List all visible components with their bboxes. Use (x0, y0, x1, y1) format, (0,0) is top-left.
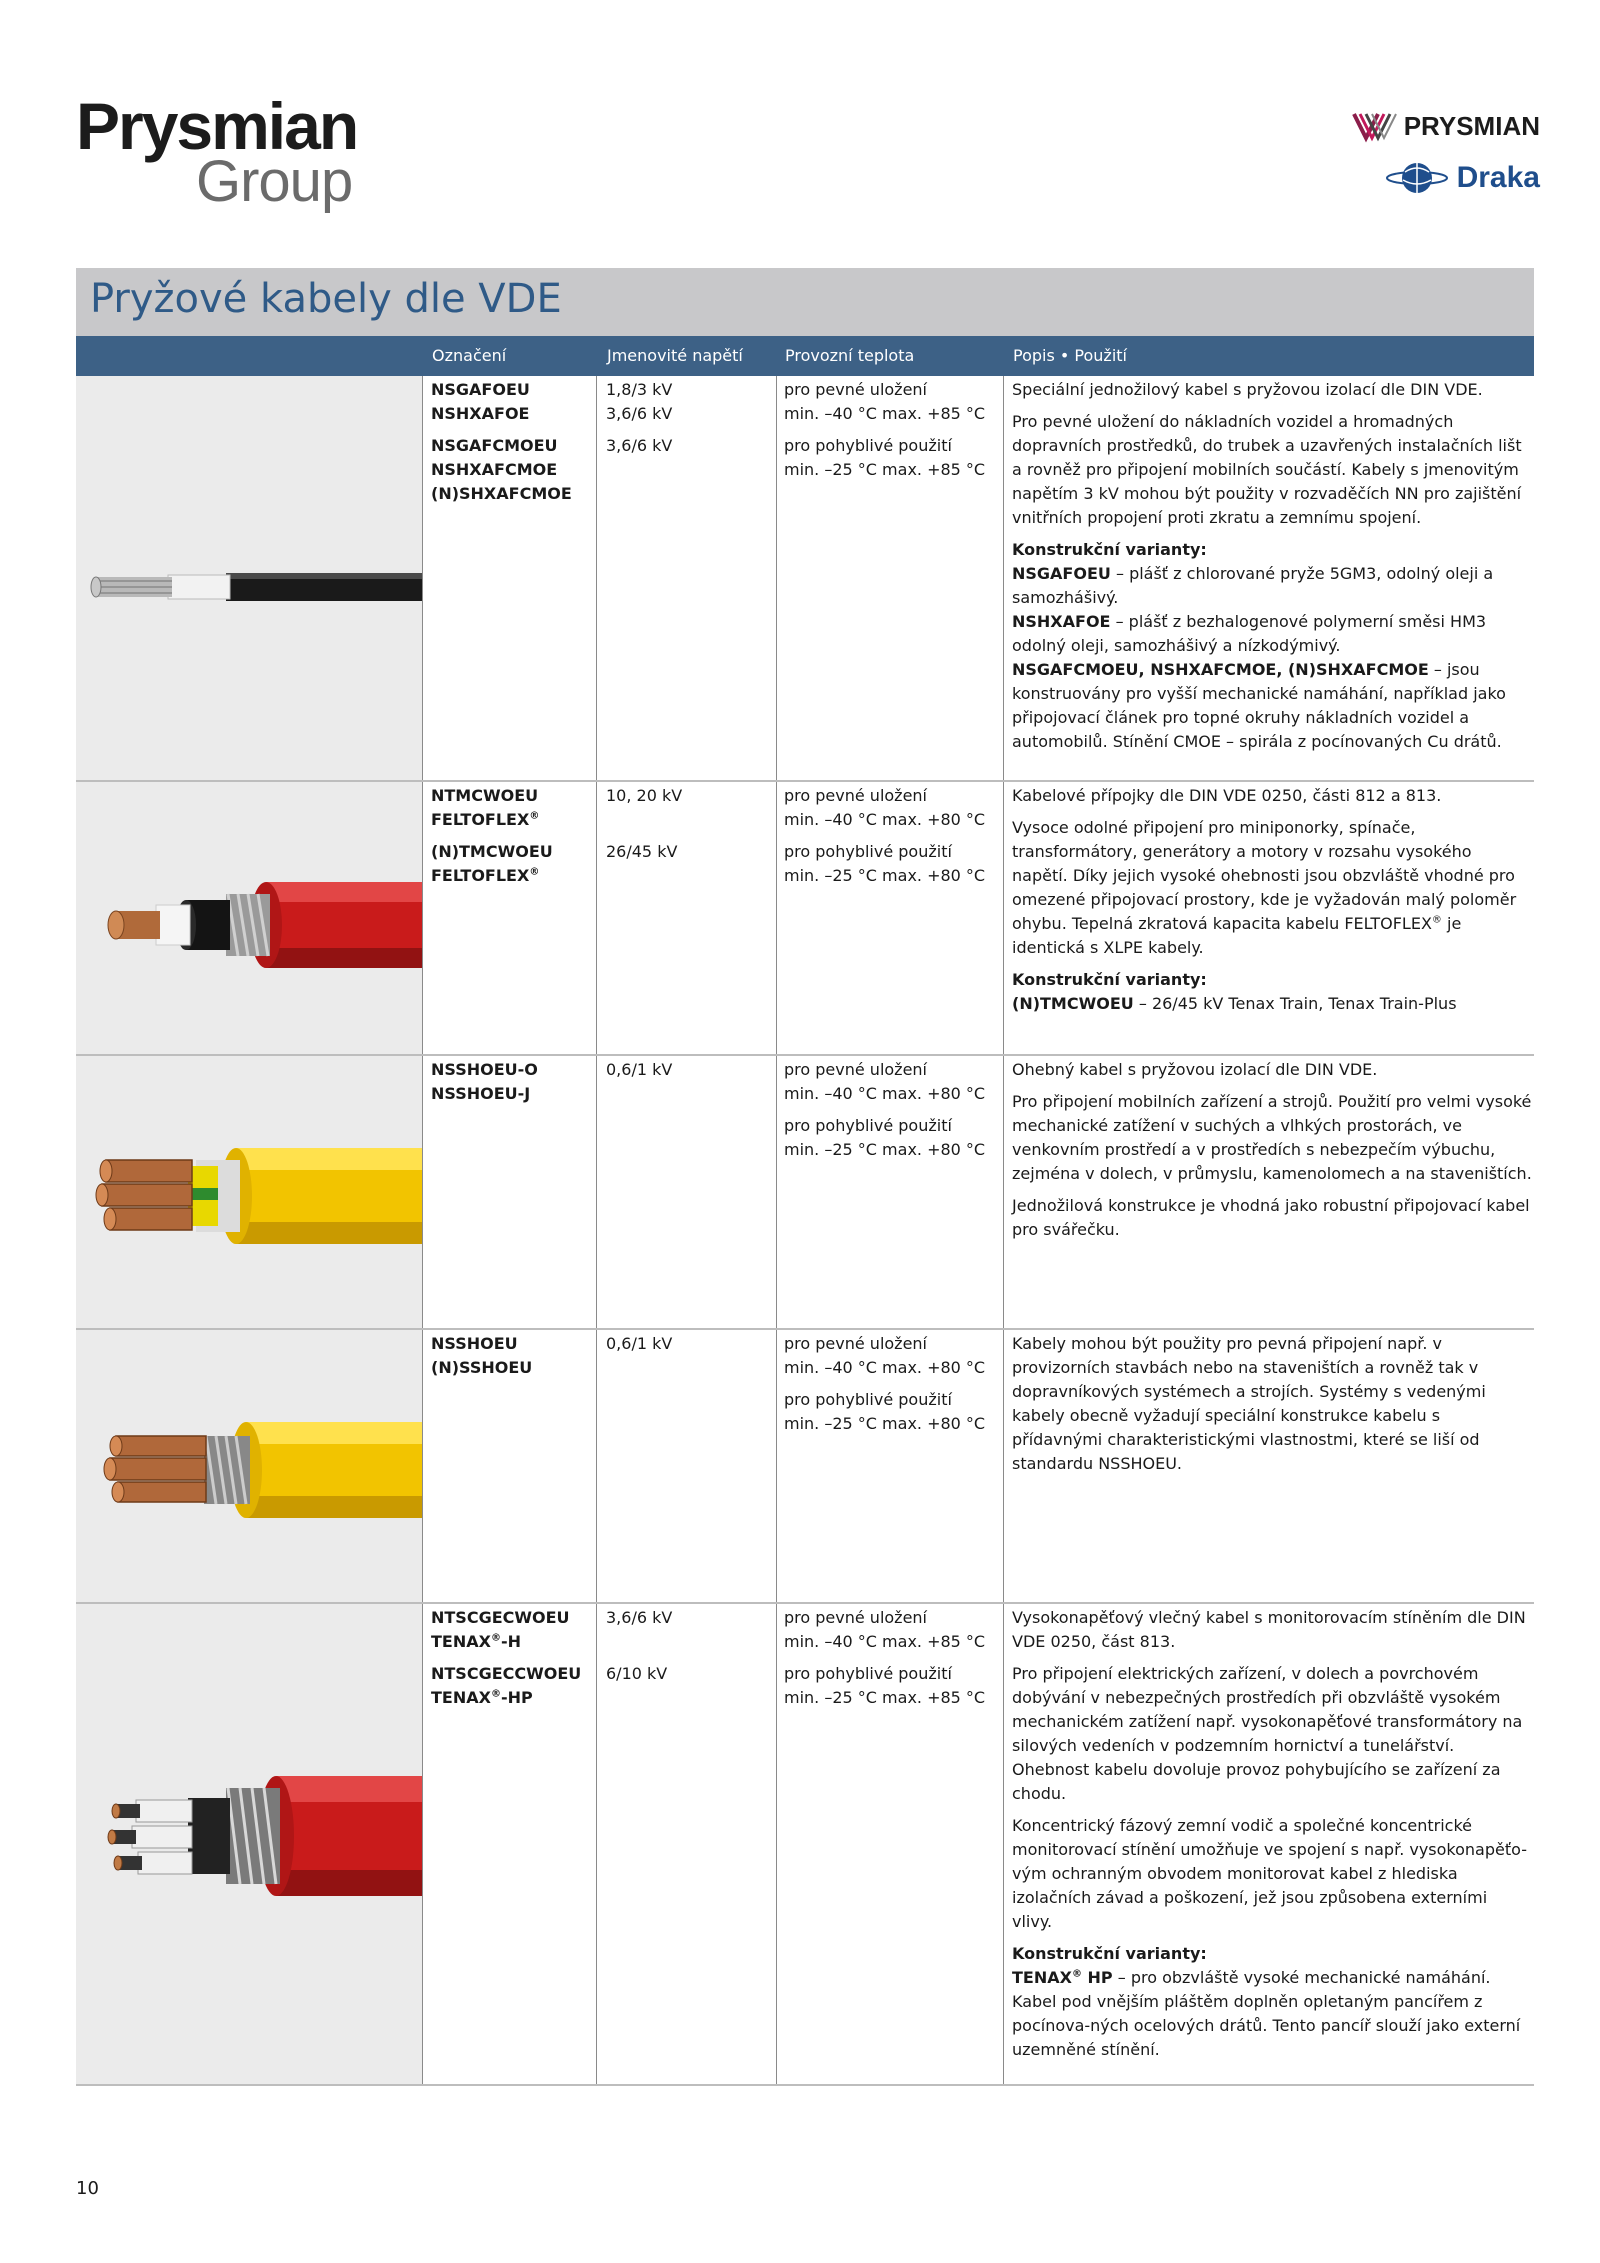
voltage-value: 3,6/6 kV (606, 436, 673, 455)
table-row (76, 1604, 1534, 2086)
variant-item: NSGAFCMOEU, NSHXAFCMOE, (N)SHXAFCMOE – jsou konstruovány pro vyšší mechanické namáhání, například jako připojovací článek pro topné okruhy nákladních vozidel a automobilů. Stínění CMOE – spirála z pocínovaných Cu drátů. (1012, 660, 1506, 751)
designation-cell (431, 1058, 601, 1106)
temp-label: pro pohyblivé použití (784, 842, 952, 861)
cable-code: NSHXAFOE (431, 404, 530, 423)
cable-code: FELTOFLEX® (431, 866, 540, 885)
description-cell (1012, 1058, 1532, 1250)
temp-label: pro pohyblivé použití (784, 1116, 952, 1135)
table-header (76, 336, 1534, 376)
red-tenax-cable-illustration (76, 1604, 422, 2084)
table-row (76, 376, 1534, 782)
description-intro: Kabely mohou být použity pro pevná připojení např. v provizorních stavbách nebo na staveništích a rovněž tak v dopravníkových systémech a strojích. Systémy s vedenými kabely obecně vyžadují speciální konstrukce kabelu s přídavnými charakteristickými vlastnostmi, které se liší od standardu NSSHOEU. (1012, 1334, 1486, 1473)
variant-item: NSHXAFOE – plášť z bezhalogenové polymerní směsi HM3 odolný oleji, samozhášivý a nízkodýmivý. (1012, 612, 1487, 655)
voltage-cell (606, 378, 776, 458)
header-temperature: Provozní teplota (785, 346, 915, 365)
red-medium-voltage-cable-illustration (76, 782, 422, 1054)
temperature-cell (784, 1606, 1004, 1710)
voltage-value: 6/10 kV (606, 1664, 668, 1683)
description-intro: Ohebný kabel s pryžovou izolací dle DIN VDE. (1012, 1060, 1378, 1079)
temp-range: min. –25 °C max. +80 °C (784, 866, 986, 885)
draka-logo-text: Draka (1456, 161, 1540, 194)
designation-cell (431, 1606, 601, 1710)
cable-code: NSSHOEU-J (431, 1084, 531, 1103)
voltage-value: 26/45 kV (606, 842, 678, 861)
temp-range: min. –40 °C max. +85 °C (784, 1632, 986, 1651)
variant-item: (N)TMCWOEU – 26/45 kV Tenax Train, Tenax Train-Plus (1012, 994, 1457, 1013)
temp-label: pro pohyblivé použití (784, 1664, 952, 1683)
voltage-value: 3,6/6 kV (606, 1608, 673, 1627)
variants-label: Konstrukční varianty: (1012, 540, 1207, 559)
cable-code: NSGAFCMOEU (431, 436, 558, 455)
temp-range: min. –40 °C max. +80 °C (784, 810, 986, 829)
temp-label: pro pohyblivé použití (784, 436, 952, 455)
temp-range: min. –25 °C max. +85 °C (784, 1688, 986, 1707)
table-row (76, 1330, 1534, 1604)
variants-label: Konstrukční varianty: (1012, 970, 1207, 989)
variants-label: Konstrukční varianty: (1012, 1944, 1207, 1963)
cable-image (76, 1330, 422, 1602)
cable-code: FELTOFLEX® (431, 810, 540, 829)
cable-code: (N)TMCWOEU (431, 842, 553, 861)
temperature-cell (784, 784, 1004, 888)
cable-image (76, 376, 422, 780)
cable-code: NSHXAFCMOE (431, 460, 558, 479)
cable-code: NSSHOEU-O (431, 1060, 538, 1079)
temperature-cell (784, 378, 1004, 482)
voltage-value: 10, 20 kV (606, 786, 683, 805)
table-row (76, 1056, 1534, 1330)
description-intro: Kabelové přípojky dle DIN VDE 0250, části 812 a 813. (1012, 786, 1442, 805)
cable-code: NSGAFOEU (431, 380, 530, 399)
temperature-cell (784, 1058, 1004, 1162)
brand-logos (1280, 108, 1540, 198)
description-body: Vysoce odolné připojení pro miniponorky, spínače, transformátory, generátory a motory v rozsahu vysokého napětí. Díky jejich vysoké ohebnosti jsou obzvláště vhodné pro omezené připojovací prostory, kde je vyžadován malý poloměr ohybu. Tepelná zkratová kapacita kabelu FELTOFLEX® je identická s XLPE kabely. (1012, 818, 1517, 957)
table-row (76, 782, 1534, 1056)
prysmian-group-logo (76, 89, 358, 214)
voltage-value: 0,6/1 kV (606, 1334, 673, 1353)
temp-range: min. –25 °C max. +80 °C (784, 1414, 986, 1433)
temp-label: pro pohyblivé použití (784, 1390, 952, 1409)
header-designation: Označení (432, 346, 507, 365)
temperature-cell (784, 1332, 1004, 1436)
description-body: Koncentrický fázový zemní vodič a společné koncentrické monitorovací stínění umožňuje ve spojení s např. vysokonapěťo-vým ochranným obvodem monitorovat kabel z hlediska izolačních závad a poškození, jež jsou způsobena externími vlivy. (1012, 1816, 1527, 1931)
temp-label: pro pevné uložení (784, 786, 927, 805)
prysmian-mark-icon (1352, 108, 1398, 144)
temp-range: min. –25 °C max. +80 °C (784, 1140, 986, 1159)
section-title-bar (76, 268, 1534, 336)
prysmian-logo-text: PRYSMIAN (1403, 110, 1540, 141)
designation-cell (431, 784, 601, 888)
header-description: Popis • Použití (1013, 346, 1127, 365)
temp-label: pro pevné uložení (784, 380, 927, 399)
cable-code: (N)SHXAFCMOE (431, 484, 572, 503)
yellow-cable-illustration (76, 1330, 422, 1602)
description-body: Jednožilová konstrukce je vhodná jako robustní připojovací kabel pro svářečku. (1012, 1196, 1530, 1239)
variant-item: TENAX® HP – pro obzvláště vysoké mechanické namáhání. Kabel pod vnějším pláštěm doplněn opletaným pancířem z pocínova-ných ocelových drátů. Tento pancíř slouží jako externí uzemněné stínění. (1012, 1968, 1521, 2059)
cable-code: NSSHOEU (431, 1334, 518, 1353)
voltage-cell (606, 1058, 776, 1082)
voltage-value: 3,6/6 kV (606, 404, 673, 423)
page-title: Pryžové kabely dle VDE (90, 276, 562, 322)
voltage-cell (606, 784, 776, 864)
description-cell (1012, 1606, 1532, 2062)
voltage-cell (606, 1606, 776, 1686)
description-cell (1012, 378, 1532, 754)
description-cell (1012, 1332, 1532, 1484)
temp-range: min. –40 °C max. +85 °C (784, 404, 986, 423)
cable-image (76, 1604, 422, 2084)
description-body: Pro připojení mobilních zařízení a strojů. Použití pro velmi vysoké mechanické zatížení v suchých a vlhkých prostorách, ve venkovním prostředí a v prostředích s nebezpečím výbuchu, zejména v dolech, v průmyslu, kamenolomech a na staveništích. (1012, 1092, 1532, 1183)
cable-image (76, 1056, 422, 1328)
designation-cell (431, 378, 601, 506)
voltage-cell (606, 1332, 776, 1356)
voltage-value: 0,6/1 kV (606, 1060, 673, 1079)
variant-item: NSGAFOEU – plášť z chlorované pryže 5GM3, odolný oleji a samozhášivý. (1012, 564, 1494, 607)
temp-range: min. –40 °C max. +80 °C (784, 1358, 986, 1377)
prysmian-logo (1352, 108, 1540, 144)
page-number: 10 (76, 2178, 99, 2199)
temp-label: pro pevné uložení (784, 1334, 927, 1353)
header-voltage: Jmenovité napětí (607, 346, 743, 365)
yellow-multicore-cable-illustration (76, 1056, 422, 1328)
description-cell (1012, 784, 1532, 1016)
logo-line-1: Prysmian (76, 89, 358, 163)
cable-code: NTSCGECWOEU (431, 1608, 570, 1627)
cable-code: (N)SSHOEU (431, 1358, 533, 1377)
description-body: Pro pevné uložení do nákladních vozidel a hromadných dopravních prostředků, do trubek a uzavřených instalačních lišt a rovněž pro připojení mobilních součástí. Kabely s jmenovitým napětím 3 kV mohou být použity v rozvaděčích NN pro zajištění vnitřních propojení proti zkratu a zemnímu spojení. (1012, 412, 1522, 527)
cable-table (76, 376, 1534, 2086)
temp-range: min. –40 °C max. +80 °C (784, 1084, 986, 1103)
cable-code: TENAX®-H (431, 1632, 521, 1651)
voltage-value: 1,8/3 kV (606, 380, 673, 399)
single-core-black-cable-illustration (76, 376, 422, 780)
draka-logo (1385, 158, 1540, 198)
cable-code: NTSCGECCWOEU (431, 1664, 582, 1683)
designation-cell (431, 1332, 601, 1380)
temp-range: min. –25 °C max. +85 °C (784, 460, 986, 479)
cable-code: TENAX®-HP (431, 1688, 533, 1707)
globe-icon (1385, 160, 1449, 196)
logo-line-2: Group (196, 149, 353, 214)
cable-image (76, 782, 422, 1054)
description-intro: Speciální jednožilový kabel s pryžovou izolací dle DIN VDE. (1012, 380, 1483, 399)
cable-code: NTMCWOEU (431, 786, 539, 805)
temp-label: pro pevné uložení (784, 1608, 927, 1627)
description-intro: Vysokonapěťový vlečný kabel s monitorovacím stíněním dle DIN VDE 0250, část 813. (1012, 1608, 1526, 1651)
temp-label: pro pevné uložení (784, 1060, 927, 1079)
description-body: Pro připojení elektrických zařízení, v dolech a povrchovém dobývání v nebezpečných prostředích při obzvláště vysokém mechanickém zatížení např. vysokonapěťové transformátory na silových vedeních v podzemním hornictví a tunelářství. Ohebnost kabelu dovoluje provoz pohybujícího se zařízení za chodu. (1012, 1664, 1523, 1803)
